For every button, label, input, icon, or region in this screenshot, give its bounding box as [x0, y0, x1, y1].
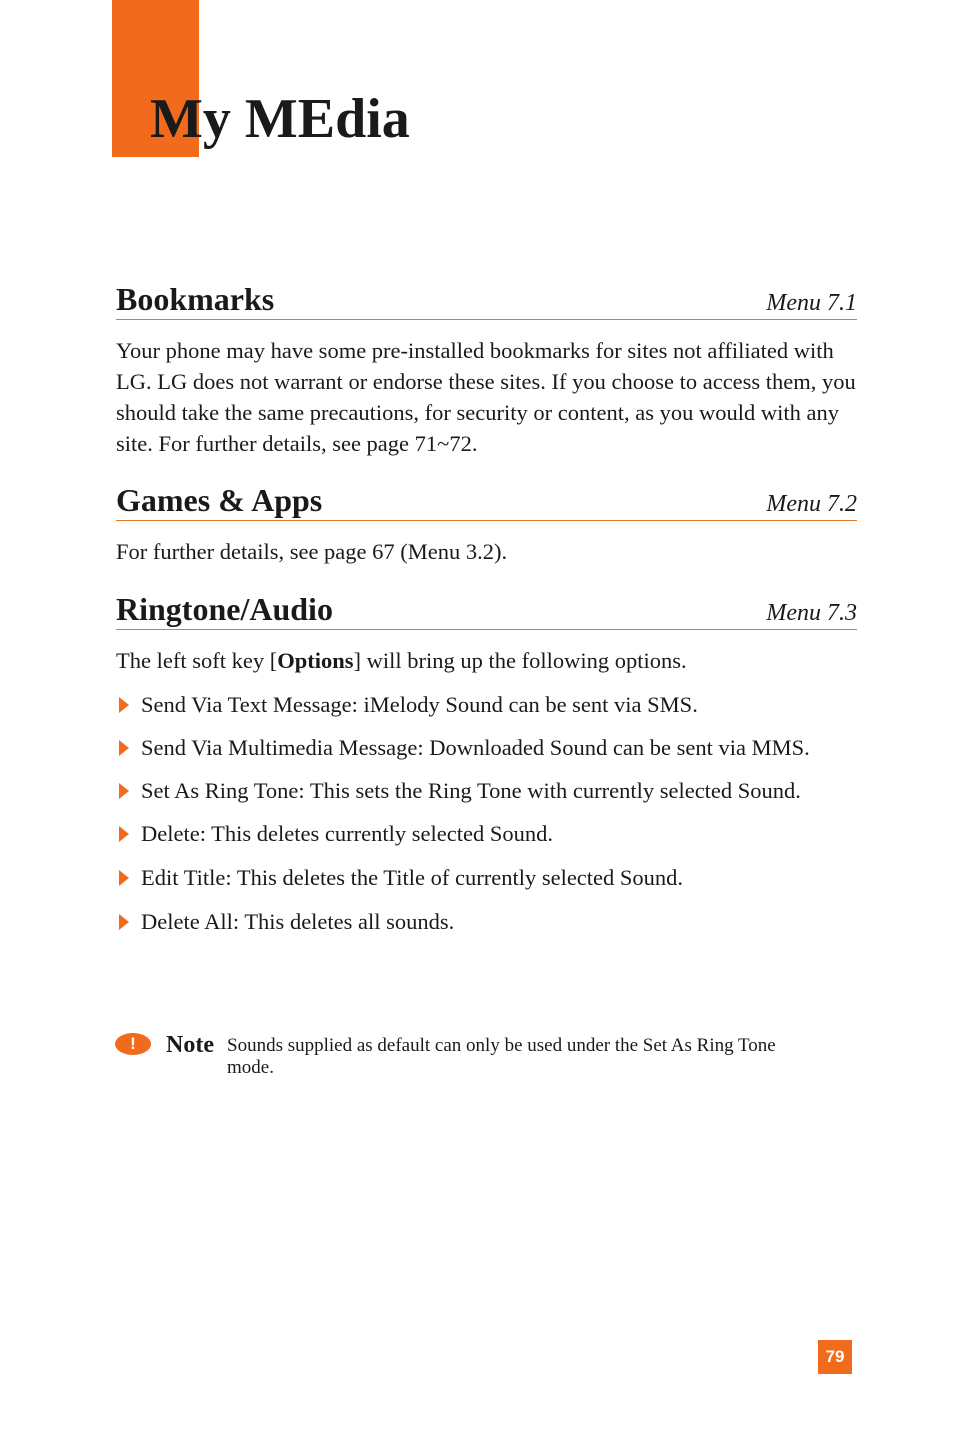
section-body: For further details, see page 67 (Menu 3.2). — [116, 539, 508, 564]
list-item — [116, 732, 857, 763]
triangle-bullet-icon — [119, 697, 129, 713]
list-item-text: Edit Title: This deletes the Title of currently selected Sound. — [141, 865, 684, 890]
triangle-bullet-icon — [119, 826, 129, 842]
page-number: 79 — [818, 1340, 852, 1374]
list-item — [116, 862, 857, 893]
menu-number: Menu 7.2 — [766, 491, 857, 517]
exclamation-icon: ! — [115, 1033, 151, 1055]
section-title: Games & Apps — [116, 482, 323, 518]
options-list — [116, 689, 857, 937]
section-header — [116, 591, 857, 630]
list-item — [116, 689, 857, 720]
menu-number: Menu 7.1 — [766, 290, 857, 316]
triangle-bullet-icon — [119, 914, 129, 930]
intro-text: ] will bring up the following options. — [353, 648, 687, 673]
list-item — [116, 818, 857, 849]
triangle-bullet-icon — [119, 740, 129, 756]
section-header — [116, 482, 857, 521]
options-key-label: Options — [277, 648, 354, 673]
list-item-text: Delete All: This deletes all sounds. — [141, 909, 455, 934]
triangle-bullet-icon — [119, 870, 129, 886]
section-header — [116, 281, 857, 320]
list-item-text: Send Via Multimedia Message: Downloaded Sound can be sent via MMS. — [141, 735, 810, 760]
note-label: Note — [166, 1032, 214, 1058]
section-bookmarks — [116, 281, 857, 459]
triangle-bullet-icon — [119, 783, 129, 799]
menu-number: Menu 7.3 — [766, 600, 857, 626]
list-item — [116, 775, 857, 806]
section-ringtone-audio — [116, 591, 857, 937]
list-item-text: Set As Ring Tone: This sets the Ring Tone with currently selected Sound. — [141, 778, 801, 803]
section-body: Your phone may have some pre-installed bookmarks for sites not affiliated with LG. LG does not warrant or endorse these sites. If you choose to access them, you should take the same precautions, for security or content, as you would with any site. For further details, see page 71~72. — [116, 338, 856, 456]
list-item-text: Delete: This deletes currently selected Sound. — [141, 821, 553, 846]
section-title: Bookmarks — [116, 281, 275, 317]
page-title: My MEdia — [150, 88, 410, 150]
list-item — [116, 906, 857, 937]
section-title: Ringtone/Audio — [116, 591, 333, 627]
note-text: Sounds supplied as default can only be used under the Set As Ring Tone mode. — [227, 1035, 776, 1078]
list-item-text: Send Via Text Message: iMelody Sound can be sent via SMS. — [141, 692, 698, 717]
section-games-apps — [116, 482, 857, 567]
section-intro — [116, 645, 857, 676]
intro-text: The left soft key [ — [116, 648, 278, 673]
